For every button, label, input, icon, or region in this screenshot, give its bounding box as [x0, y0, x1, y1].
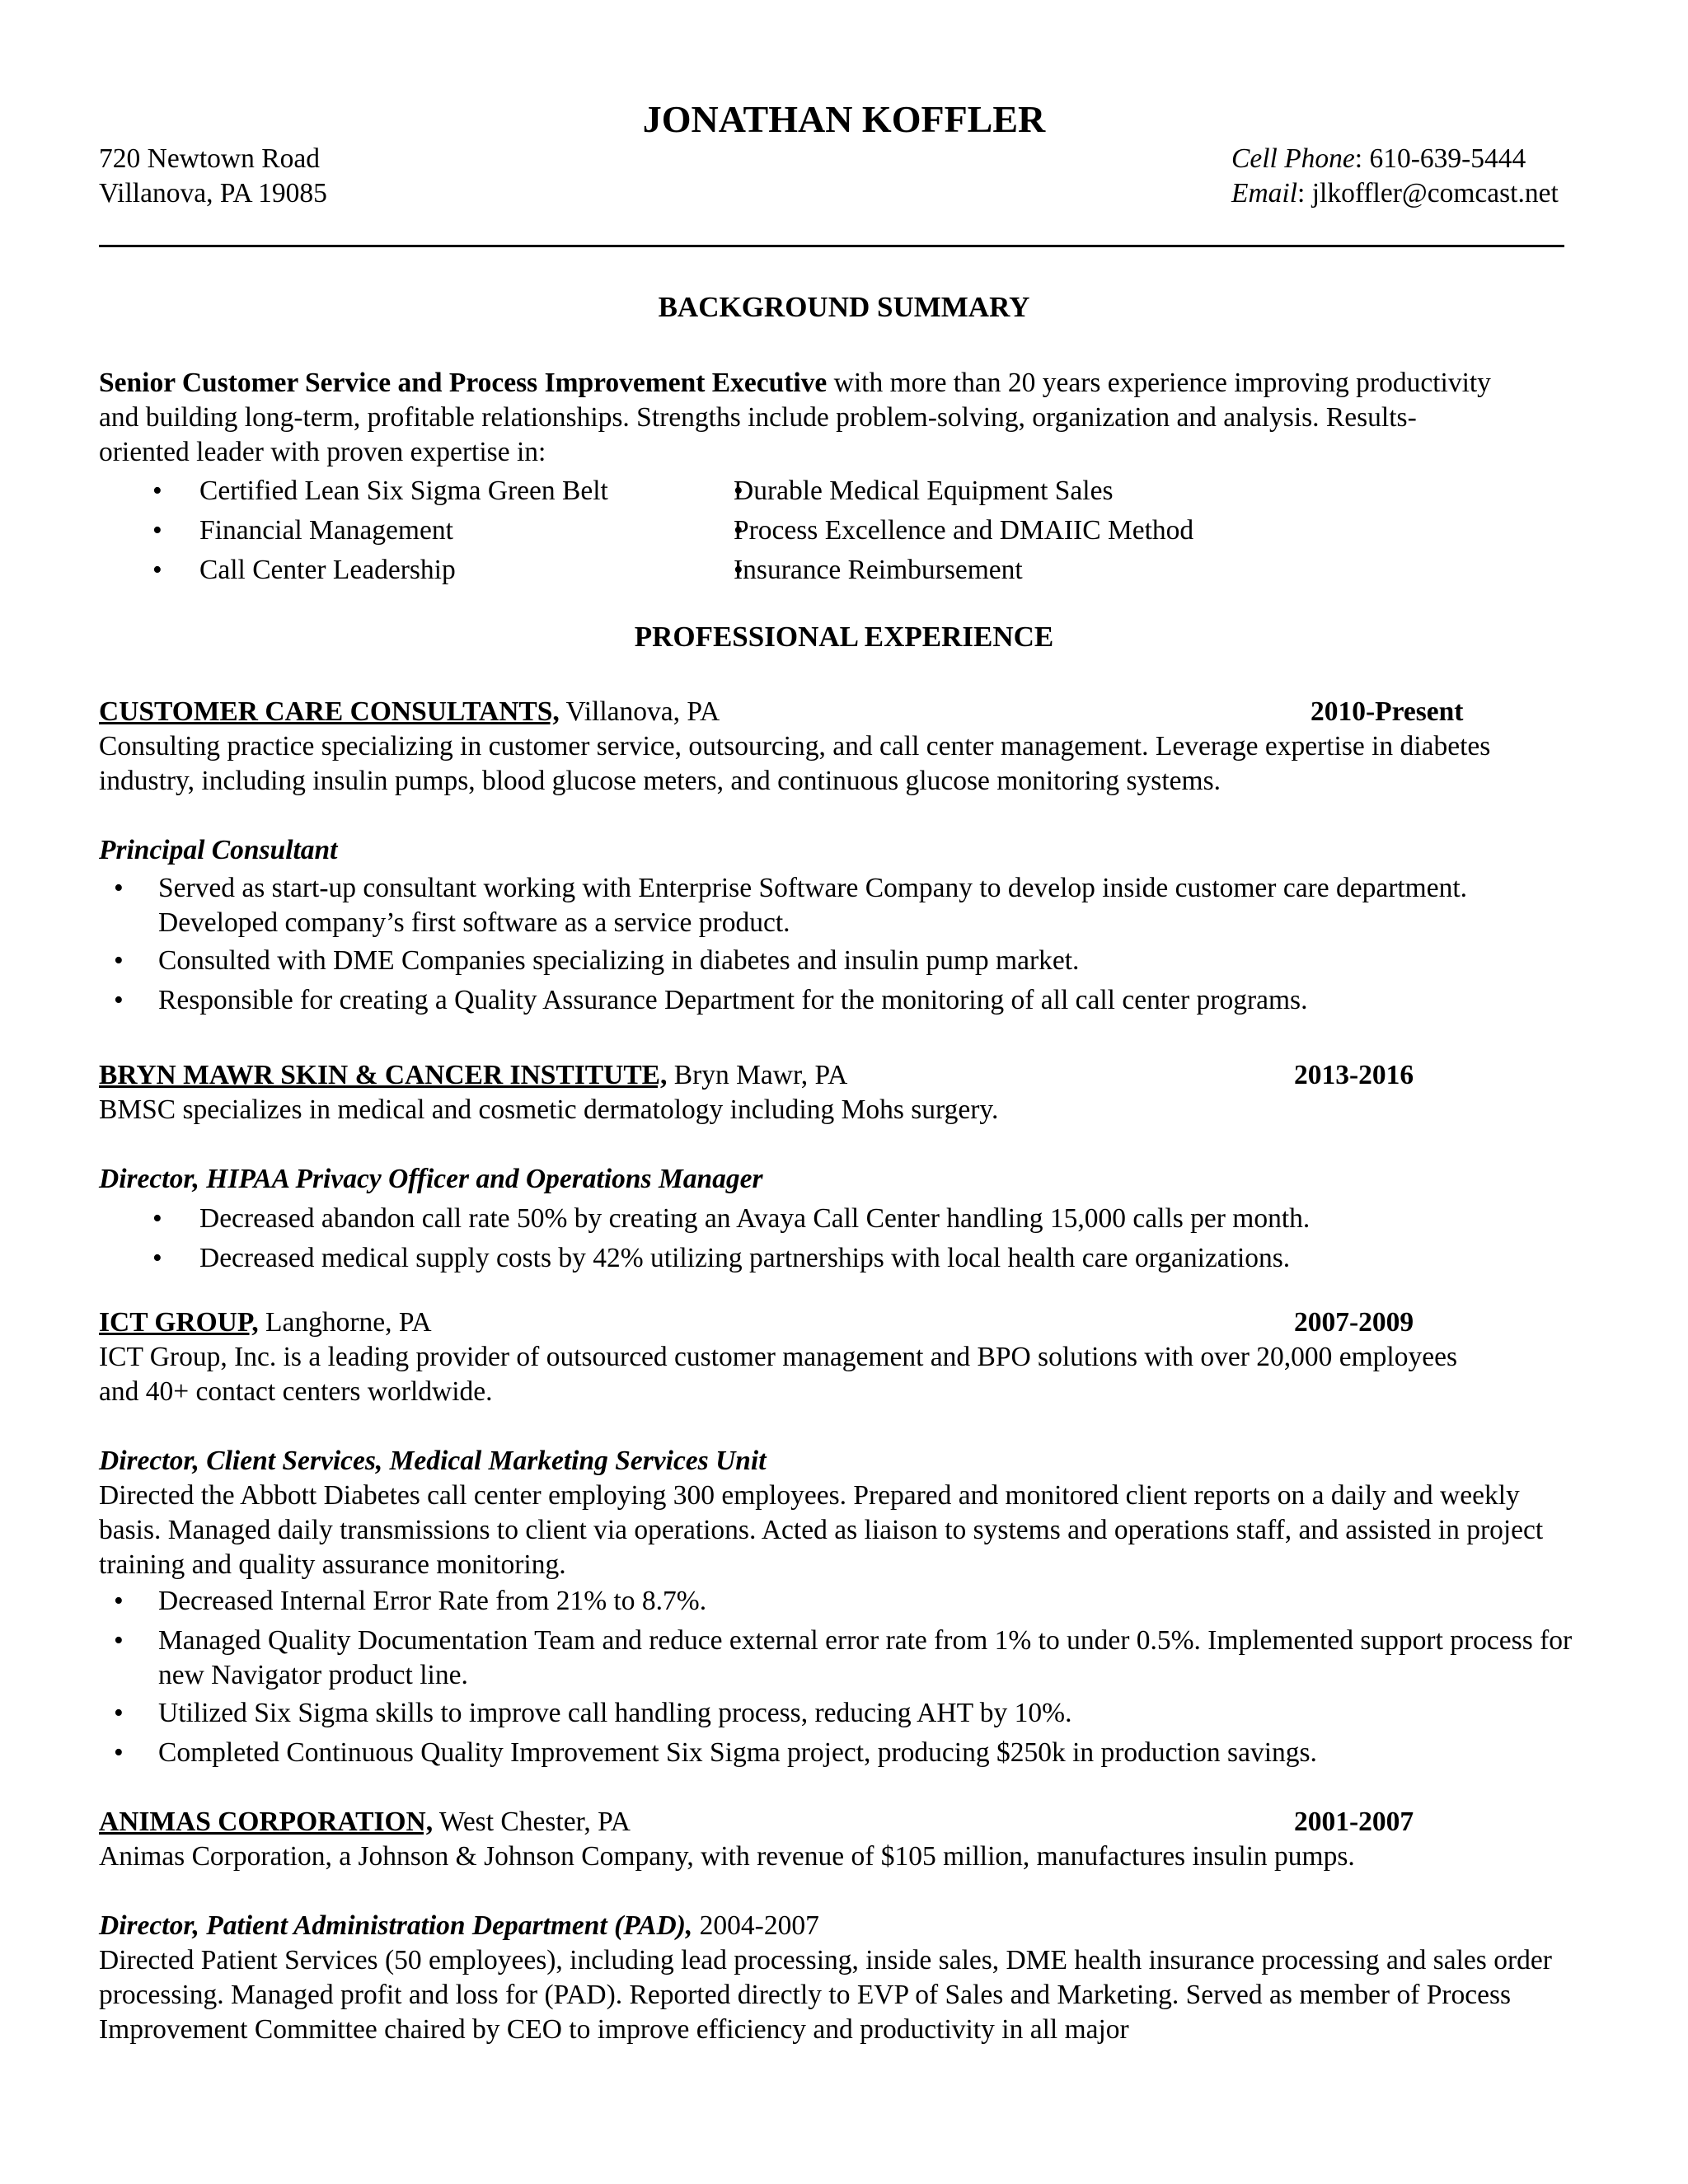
job-bullet: • Served as start-up consultant working with Enterprise Software Company to develop inside customer care department. Developed company’s first software as a service product.: [99, 871, 1500, 940]
company-name: CUSTOMER CARE CONSULTANTS,: [99, 696, 560, 727]
address-line2: Villanova, PA 19085: [99, 178, 327, 209]
job-title-row: [99, 1909, 1582, 1943]
experience-heading: PROFESSIONAL EXPERIENCE: [634, 621, 1054, 653]
job-bullet: • Decreased medical supply costs by 42% utilizing partnerships with local health care organizations.: [99, 1241, 1582, 1276]
job-customer-care-consultants: [99, 695, 1582, 1018]
job-title: Director, Patient Administration Department (PAD),: [99, 1910, 693, 1941]
company-location: Villanova, PA: [559, 696, 720, 727]
company-description: Consulting practice specializing in customer service, outsourcing, and call center management. Leverage expertise in diabetes industry, including insulin pumps, blood glucose meters, and continuous glucose monitoring systems.: [99, 731, 1491, 796]
job-bullet: • Consulted with DME Companies specializing in diabetes and insulin pump market.: [99, 944, 1500, 978]
job-bullet: • Responsible for creating a Quality Assurance Department for the monitoring of all call center programs.: [99, 983, 1500, 1018]
header-divider: [99, 245, 1564, 247]
job-bullets: [99, 871, 1500, 1018]
skill-item: • Call Center Leadership: [99, 551, 734, 590]
skill-item: • Durable Medical Equipment Sales: [734, 471, 1393, 511]
job-title-dates: 2004-2007: [692, 1910, 819, 1941]
job-bullet: • Decreased abandon call rate 50% by creating an Avaya Call Center handling 15,000 calls per month.: [99, 1202, 1582, 1236]
skills-column-right: [734, 471, 1393, 590]
company-location: West Chester, PA: [433, 1807, 631, 1837]
skill-item: • Process Excellence and DMAIIC Method: [734, 511, 1393, 551]
role-description: Directed Patient Services (50 employees), including lead processing, inside sales, DME health insurance processing and sales order processing. Managed profit and loss for (PAD). Reported directly to EVP of Sales and Marketing. Served as member of Process Improvement Committee chaired by CEO to improve efficiency and productivity in all major: [99, 1945, 1552, 2045]
phone-label: Cell Phone: [1231, 143, 1355, 174]
job-animas: [99, 1805, 1582, 2047]
job-bullet: • Decreased Internal Error Rate from 21% to 8.7%.: [99, 1584, 1582, 1619]
job-title: Director, HIPAA Privacy Officer and Operations Manager: [99, 1164, 763, 1194]
job-dates: 2001-2007: [1294, 1807, 1414, 1837]
job-title: Principal Consultant: [99, 835, 338, 865]
skill-item: • Insurance Reimbursement: [734, 551, 1393, 590]
summary-text: with more than 20 years experience improving productivity and building long-term, profitable relationships. Strengths include problem-solving, organization and analysis. Results-oriented leader with proven expertise in:: [99, 368, 1491, 467]
job-bullets: [99, 1584, 1582, 1770]
summary-heading: BACKGROUND SUMMARY: [658, 291, 1030, 323]
skill-item: • Financial Management: [99, 511, 734, 551]
job-ict-group: [99, 1305, 1582, 1770]
job-bullet: • Completed Continuous Quality Improvement Six Sigma project, producing $250k in production savings.: [99, 1736, 1582, 1770]
email-line: [1231, 176, 1591, 211]
job-dates: 2013-2016: [1294, 1060, 1414, 1090]
job-bullets: [99, 1202, 1582, 1276]
email-label: Email: [1231, 178, 1298, 209]
company-description: BMSC specializes in medical and cosmetic dermatology including Mohs surgery.: [99, 1094, 999, 1125]
company-description: ICT Group, Inc. is a leading provider of outsourced customer management and BPO solutions with over 20,000 employees and 40+ contact centers worldwide.: [99, 1342, 1457, 1407]
job-bullet: • Utilized Six Sigma skills to improve call handling process, reducing AHT by 10%.: [99, 1696, 1582, 1731]
skill-item: • Certified Lean Six Sigma Green Belt: [99, 471, 734, 511]
company-name: ANIMAS CORPORATION,: [99, 1807, 434, 1837]
phone-line: [1231, 142, 1591, 176]
company-row: [99, 695, 1582, 729]
skills-column-left: [99, 471, 734, 590]
candidate-name: JONATHAN KOFFLER: [642, 98, 1046, 140]
job-dates: 2007-2009: [1294, 1307, 1414, 1338]
company-row: [99, 1058, 1582, 1093]
company-location: Bryn Mawr, PA: [667, 1060, 848, 1090]
contact-block: [99, 142, 1591, 211]
company-row: [99, 1305, 1582, 1340]
summary-lead: Senior Customer Service and Process Improvement Executive: [99, 368, 828, 398]
job-bryn-mawr: [99, 1058, 1582, 1276]
role-description: Directed the Abbott Diabetes call center employing 300 employees. Prepared and monitored client reports on a daily and weekly basis. Managed daily transmissions to client via operations. Acted as liaison to systems and operations staff, and assisted in project training and quality assurance monitoring.: [99, 1480, 1544, 1580]
email-address: : jlkoffler@comcast.net: [1297, 178, 1559, 209]
company-name: BRYN MAWR SKIN & CANCER INSTITUTE,: [99, 1060, 668, 1090]
skills-list: [99, 471, 1500, 590]
company-name: ICT GROUP,: [99, 1307, 259, 1338]
job-title: Director, Client Services, Medical Marketing Services Unit: [99, 1446, 767, 1476]
job-dates: 2010-Present: [1311, 696, 1464, 727]
summary-paragraph: [99, 366, 1500, 470]
job-bullet: • Managed Quality Documentation Team and reduce external error rate from 1% to under 0.5%. Implemented support process for new Navigator product line.: [99, 1624, 1582, 1693]
company-location: Langhorne, PA: [258, 1307, 432, 1338]
phone-number: : 610-639-5444: [1354, 143, 1526, 174]
company-row: [99, 1805, 1582, 1840]
company-description: Animas Corporation, a Johnson & Johnson Company, with revenue of $105 million, manufactures insulin pumps.: [99, 1841, 1355, 1872]
summary-block: [99, 366, 1500, 590]
address-line1: 720 Newtown Road: [99, 143, 320, 174]
